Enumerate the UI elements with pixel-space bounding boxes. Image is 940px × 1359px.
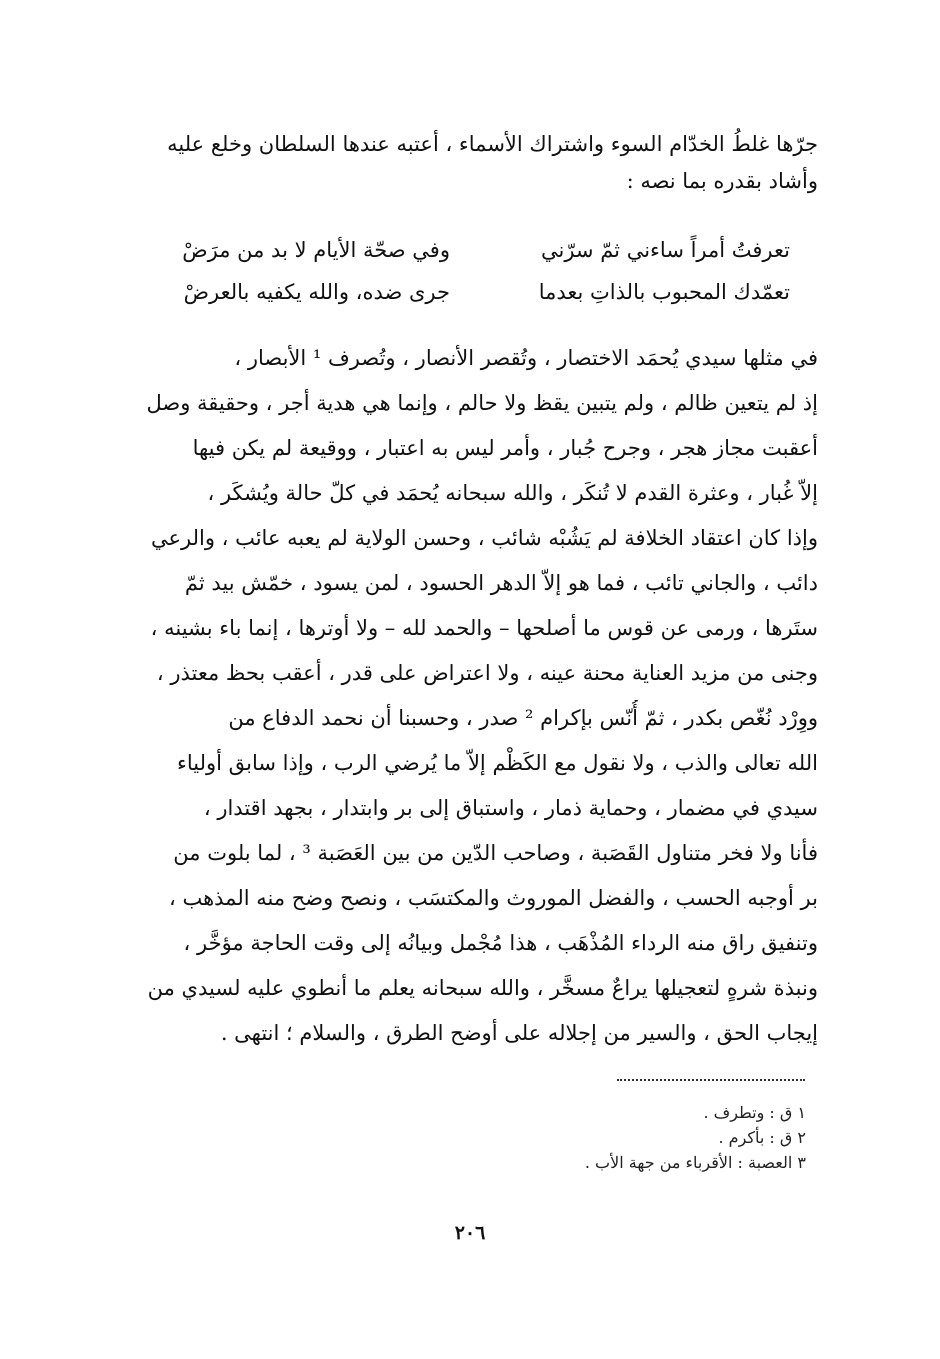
poem-verse bbox=[150, 232, 790, 268]
intro-paragraph bbox=[118, 126, 818, 206]
body-line: في مثلها سيدي يُحمَد الاختصار ، وتُقصر الأنصار ، وتُصرف ¹ الأبصار ، bbox=[234, 346, 818, 370]
body-line: إلاّ غُبار ، وعثرة القدم لا تُنكَر ، والله سبحانه يُحمَد في كلّ حالة ويُشكَر ، bbox=[207, 481, 818, 505]
footnote-item: ١ ق : وتطرف . bbox=[703, 1103, 806, 1122]
poem-verse bbox=[150, 274, 790, 310]
poem-verses bbox=[150, 232, 790, 312]
footnote-item: ٢ ق : بأكرم . bbox=[718, 1128, 806, 1147]
verse-second-hemistich: وفي صحّة الأيام لا بد من مرَضْ bbox=[182, 238, 450, 262]
body-line: ووِرْد نُغّص بكدر ، ثمّ أُنّس بإكرام ² صدر ، وحسبنا أن نحمد الدفاع من bbox=[228, 706, 818, 730]
verse-first-hemistich: تعرفتُ أمراً ساءني ثمّ سرّني bbox=[541, 238, 790, 262]
footnotes bbox=[406, 1100, 806, 1175]
body-line: بر أوجبه الحسب ، والفضل الموروث والمكتسَب ، ونصح وضح منه المذهب ، bbox=[169, 886, 818, 910]
body-line: ونبذة شرهٍ لتعجيلها يراعٌ مسخَّر ، والله سبحانه يعلم ما أنطوي عليه لسيدي من bbox=[147, 976, 818, 1000]
body-line: فأنا ولا فخر متناول القَصَبة ، وصاحب الدّين من بين العَصَبة ³ ، لما بلوت من bbox=[173, 841, 818, 865]
body-paragraph bbox=[118, 340, 818, 1060]
body-line: ستَرها ، ورمى عن قوس ما أصلحها – والحمد لله – ولا أوترها ، إنما باء بشينه ، bbox=[150, 616, 818, 640]
body-line: إيجاب الحق ، والسير من إجلاله على أوضح الطرق ، والسلام ؛ انتهى . bbox=[220, 1021, 818, 1045]
page-number: ٢٠٦ bbox=[454, 1222, 486, 1244]
intro-line: وأشاد بقدره بما نصه : bbox=[626, 169, 818, 193]
body-line: إذ لم يتعين ظالم ، ولم يتبين يقظ ولا حالم ، وإنما هي هدية أجر ، وحقيقة وصل bbox=[146, 391, 818, 415]
body-line: وجنى من مزيد العناية محنة عينه ، ولا اعتراض على قدر ، أعقب بحظ معتذر ، bbox=[156, 661, 818, 685]
body-line: أعقبت مجاز هجر ، وجرح جُبار ، وأمر ليس به اعتبار ، ووقيعة لم يكن فيها bbox=[192, 436, 818, 460]
verse-second-hemistich: جرى ضده، والله يكفيه بالعرضْ bbox=[183, 280, 450, 304]
footnote-separator bbox=[617, 1079, 805, 1081]
intro-line: جرّها غلطُ الخدّام السوء واشتراك الأسماء ، أعتبه عندها السلطان وخلع عليه bbox=[167, 132, 818, 156]
footnote-item: ٣ العصبة : الأقرباء من جهة الأب . bbox=[584, 1153, 806, 1172]
verse-first-hemistich: تعمّدك المحبوب بالذاتِ بعدما bbox=[538, 280, 790, 304]
body-line: دائب ، والجاني تائب ، فما هو إلاّ الدهر الحسود ، لمن يسود ، خمّش بيد ثمّ bbox=[184, 571, 818, 595]
body-line: سيدي في مضمار ، وحماية ذمار ، واستباق إلى بر وابتدار ، بجهد اقتدار ، bbox=[203, 796, 818, 820]
body-line: الله تعالى والذب ، ولا نقول مع الكَظْم إلاّ ما يُرضي الرب ، وإذا سابق أولياء bbox=[176, 751, 818, 775]
body-line: وإذا كان اعتقاد الخلافة لم يَشُبْه شائب ، وحسن الولاية لم يعبه عائب ، والرعي bbox=[150, 526, 818, 550]
body-line: وتنفيق راق منه الرداء المُذْهَب ، هذا مُجْمل وبيانُه إلى وقت الحاجة مؤخَّر ، bbox=[183, 931, 818, 955]
